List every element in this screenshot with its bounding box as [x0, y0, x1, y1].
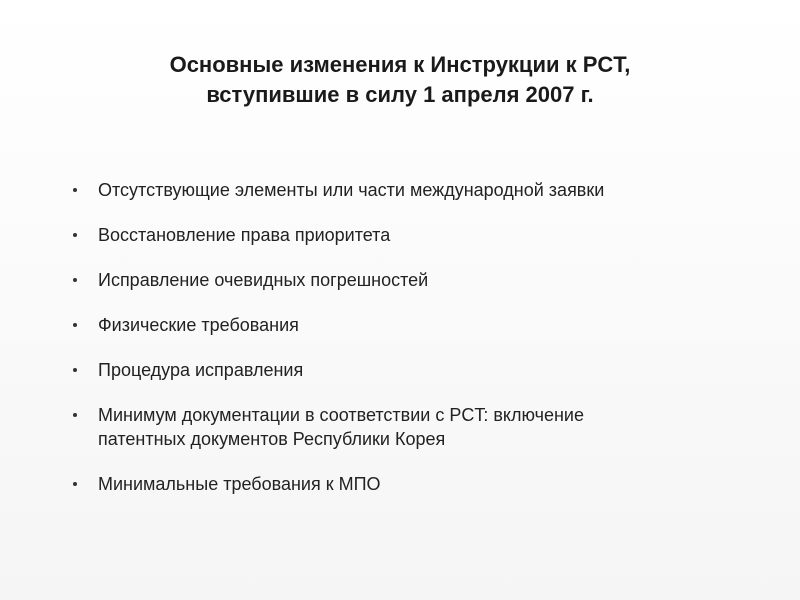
slide-title-line-2: вступившие в силу 1 апреля 2007 г.	[206, 82, 594, 107]
bullet-item-correction-procedure	[72, 358, 752, 382]
bullet-icon	[73, 188, 77, 192]
bullet-list	[72, 178, 752, 517]
slide-title	[60, 50, 740, 110]
bullet-text-line-2: патентных документов Республики Корея	[98, 429, 446, 449]
bullet-text: Физические требования	[98, 315, 299, 335]
slide-title-line-1: Основные изменения к Инструкции к PCT,	[169, 52, 631, 77]
bullet-text: Отсутствующие элементы или части международной заявки	[98, 180, 605, 200]
bullet-item-missing-elements	[72, 178, 752, 202]
bullet-text: Исправление очевидных погрешностей	[98, 270, 429, 290]
bullet-icon	[73, 233, 77, 237]
bullet-icon	[73, 278, 77, 282]
bullet-text: Минимальные требования к МПО	[98, 474, 381, 494]
bullet-item-obvious-errors	[72, 268, 752, 292]
bullet-text-line-1: Минимум документации в соответствии с PCT: включение	[98, 405, 584, 425]
bullet-item-priority-restoration	[72, 223, 752, 247]
bullet-icon	[73, 323, 77, 327]
bullet-icon	[73, 413, 77, 417]
bullet-item-physical-requirements	[72, 313, 752, 337]
bullet-item-minimum-requirements	[72, 472, 752, 496]
bullet-text: Процедура исправления	[98, 360, 304, 380]
bullet-text: Восстановление права приоритета	[98, 225, 391, 245]
bullet-item-minimum-documentation	[72, 403, 752, 451]
bullet-icon	[73, 368, 77, 372]
bullet-icon	[73, 482, 77, 486]
